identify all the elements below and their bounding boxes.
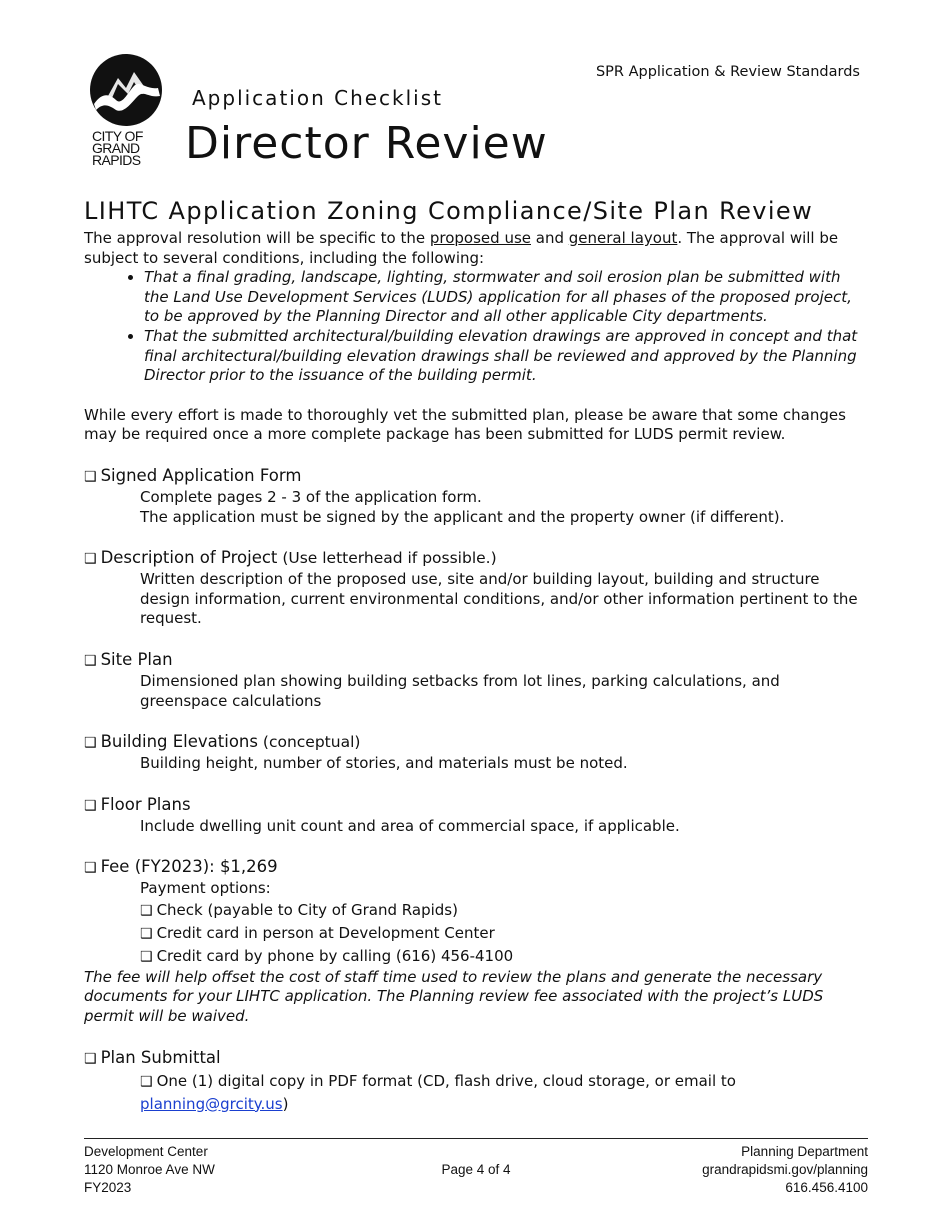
checkbox-icon[interactable]: ❑ bbox=[84, 797, 97, 814]
email-link[interactable]: planning@grcity.us bbox=[140, 1094, 283, 1113]
logo-text: CITY OF GRAND RAPIDS bbox=[92, 128, 143, 168]
page-footer bbox=[84, 1138, 868, 1195]
page-kicker: Application Checklist bbox=[192, 86, 444, 110]
checklist-plan-submittal: ❑ Plan Submittal ❑ One (1) digital copy in PDF format (CD, flash drive, cloud storage, or email to planning@grcity.us) bbox=[84, 1047, 736, 1113]
checkbox-icon[interactable]: ❑ bbox=[140, 1073, 153, 1090]
city-logo bbox=[88, 52, 168, 170]
checkbox-icon[interactable]: ❑ bbox=[84, 468, 97, 485]
general-layout-underline: general layout bbox=[568, 229, 678, 247]
condition-item: • That the submitted architectural/building elevation drawings are approved in concept and that final architectural/building elevation drawings shall be reviewed and approved by the Planning Director prior to the issuance of the building permit. bbox=[144, 327, 869, 386]
checklist-signed-application: ❑ Signed Application Form Complete pages 2 - 3 of the application form. The application must be signed by the applicant and the property owner (if different). bbox=[84, 465, 785, 526]
checklist-floor-plans: ❑ Floor Plans Include dwelling unit count and area of commercial space, if applicable. bbox=[84, 794, 680, 835]
footer-left: Development Center 1120 Monroe Ave NW FY2023 bbox=[84, 1144, 215, 1195]
footer-right: Planning Department grandrapidsmi.gov/planning 616.456.4100 bbox=[702, 1144, 868, 1195]
section-title: LIHTC Application Zoning Compliance/Site Plan Review bbox=[84, 197, 814, 225]
payment-option: Check (payable to City of Grand Rapids) bbox=[156, 900, 458, 919]
page-number: Page 4 of 4 bbox=[441, 1162, 511, 1177]
checkbox-icon[interactable]: ❑ bbox=[84, 735, 97, 752]
main-content bbox=[84, 229, 869, 1115]
condition-item: • That a final grading, landscape, lighting, stormwater and soil erosion plan be submitted with the Land Use Development Services (LUDS) application for all phases of the proposed project, to be approved by the Planning Director and all other applicable City departments. bbox=[144, 268, 869, 327]
checkbox-icon[interactable]: ❑ bbox=[84, 652, 97, 669]
checkbox-icon[interactable]: ❑ bbox=[84, 1050, 97, 1067]
checkbox-icon[interactable]: ❑ bbox=[140, 902, 153, 919]
checklist-building-elevations: ❑ Building Elevations (conceptual) Building height, number of stories, and materials must be noted. bbox=[84, 732, 628, 773]
checklist-description: ❑ Description of Project (Use letterhead if possible.) Written description of the proposed use, site and/or building layout, building and structure design information, current environmental conditions, and/or other information pertinent to the request. bbox=[84, 548, 858, 628]
payment-option: Credit card in person at Development Center bbox=[156, 923, 495, 942]
checkbox-icon[interactable]: ❑ bbox=[84, 551, 97, 568]
intro-paragraph: The approval resolution will be specific to the proposed use and general layout. The approval will be subject to several conditions, including the following: bbox=[84, 229, 839, 267]
city-logo-icon bbox=[88, 52, 164, 128]
checklist-fee: ❑ Fee (FY2023): $1,269 Payment options: ❑ Check (payable to City of Grand Rapids) ❑ Credit card in person at Development Center ❑ Credit card by phone by calling (616) 456-4100 bbox=[84, 857, 514, 965]
fee-note: The fee will help offset the cost of staff time used to review the plans and generate the necessary documents for your LIHTC application. The Planning review fee associated with the project’s LUDS permit will be waived. bbox=[84, 967, 824, 1026]
payment-option: Credit card by phone by calling (616) 456-4100 bbox=[156, 946, 514, 965]
vet-note: While every effort is made to thoroughly vet the submitted plan, please be aware that some changes may be required once a more complete package has been submitted for LUDS permit review. bbox=[84, 405, 846, 444]
checkbox-icon[interactable]: ❑ bbox=[84, 860, 97, 877]
checklist-site-plan: ❑ Site Plan Dimensioned plan showing building setbacks from lot lines, parking calculations, and greenspace calculations bbox=[84, 649, 780, 710]
document-series: SPR Application & Review Standards bbox=[595, 64, 860, 80]
proposed-use-underline: proposed use bbox=[429, 229, 531, 247]
checkbox-icon[interactable]: ❑ bbox=[140, 948, 153, 965]
checkbox-icon[interactable]: ❑ bbox=[140, 925, 153, 942]
conditions-list bbox=[84, 268, 869, 386]
page-title: Director Review bbox=[185, 118, 548, 169]
